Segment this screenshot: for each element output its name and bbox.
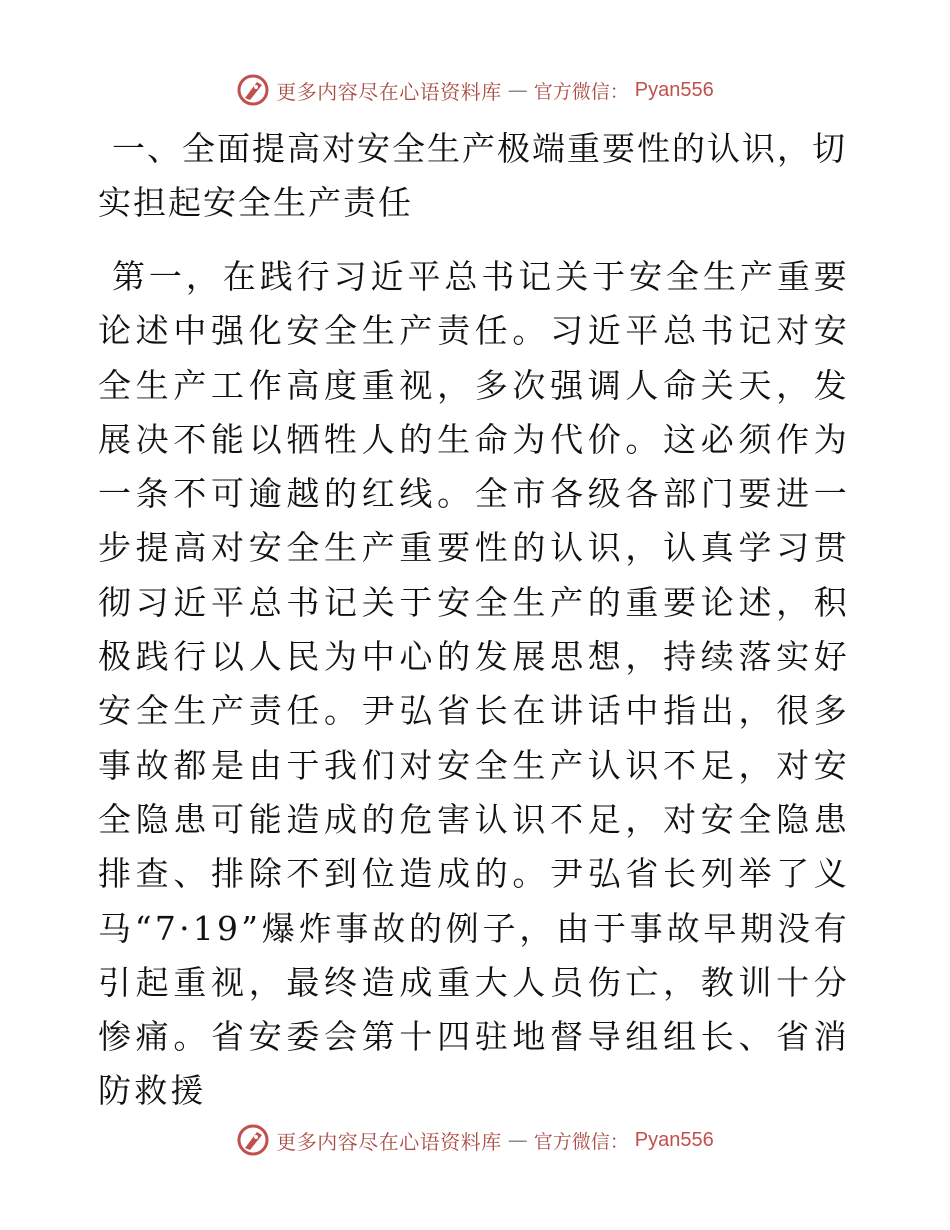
banner-wechat-id: Pyan556	[634, 1128, 714, 1151]
section-heading: 一、全面提高对安全生产极端重要性的认识，切实担起安全生产责任	[98, 129, 847, 222]
footer-watermark-banner	[0, 1120, 950, 1160]
pen-nib-logo-icon	[236, 73, 270, 107]
pen-nib-logo-icon	[236, 1123, 270, 1157]
document-body	[98, 122, 850, 1119]
body-paragraph: 第一，在践行习近平总书记关于安全生产重要论述中强化安全生产责任。习近平总书记对安全生产工作高度重视，多次强调人命关天，发展决不能以牺牲人的生命为代价。这必须作为一条不可逾越的红线。全市各级各部门要进一步提高对安全生产重要性的认识，认真学习贯彻习近平总书记关于安全生产的重要论述，积极践行以人民为中心的发展思想，持续落实好安全生产责任。尹弘省长在讲话中指出，很多事故都是由于我们对安全生产认识不足，对安全隐患可能造成的危害认识不足，对安全隐患排查、排除不到位造成的。尹弘省长列举了义马“7·19”爆炸事故的例子，由于事故早期没有引起重视，最终造成重大人员伤亡，教训十分惨痛。省安委会第十四驻地督导组组长、省消防救援	[98, 257, 850, 1111]
banner-dash: —	[507, 1128, 528, 1152]
banner-dash: —	[507, 78, 528, 102]
banner-wechat-label: 官方微信：	[533, 80, 629, 103]
banner-wechat-label: 官方微信：	[533, 1130, 629, 1153]
banner-text: 更多内容尽在心语资料库	[276, 79, 502, 104]
banner-wechat-id: Pyan556	[634, 78, 714, 101]
header-watermark-banner	[0, 70, 950, 110]
banner-text: 更多内容尽在心语资料库	[276, 1129, 502, 1154]
